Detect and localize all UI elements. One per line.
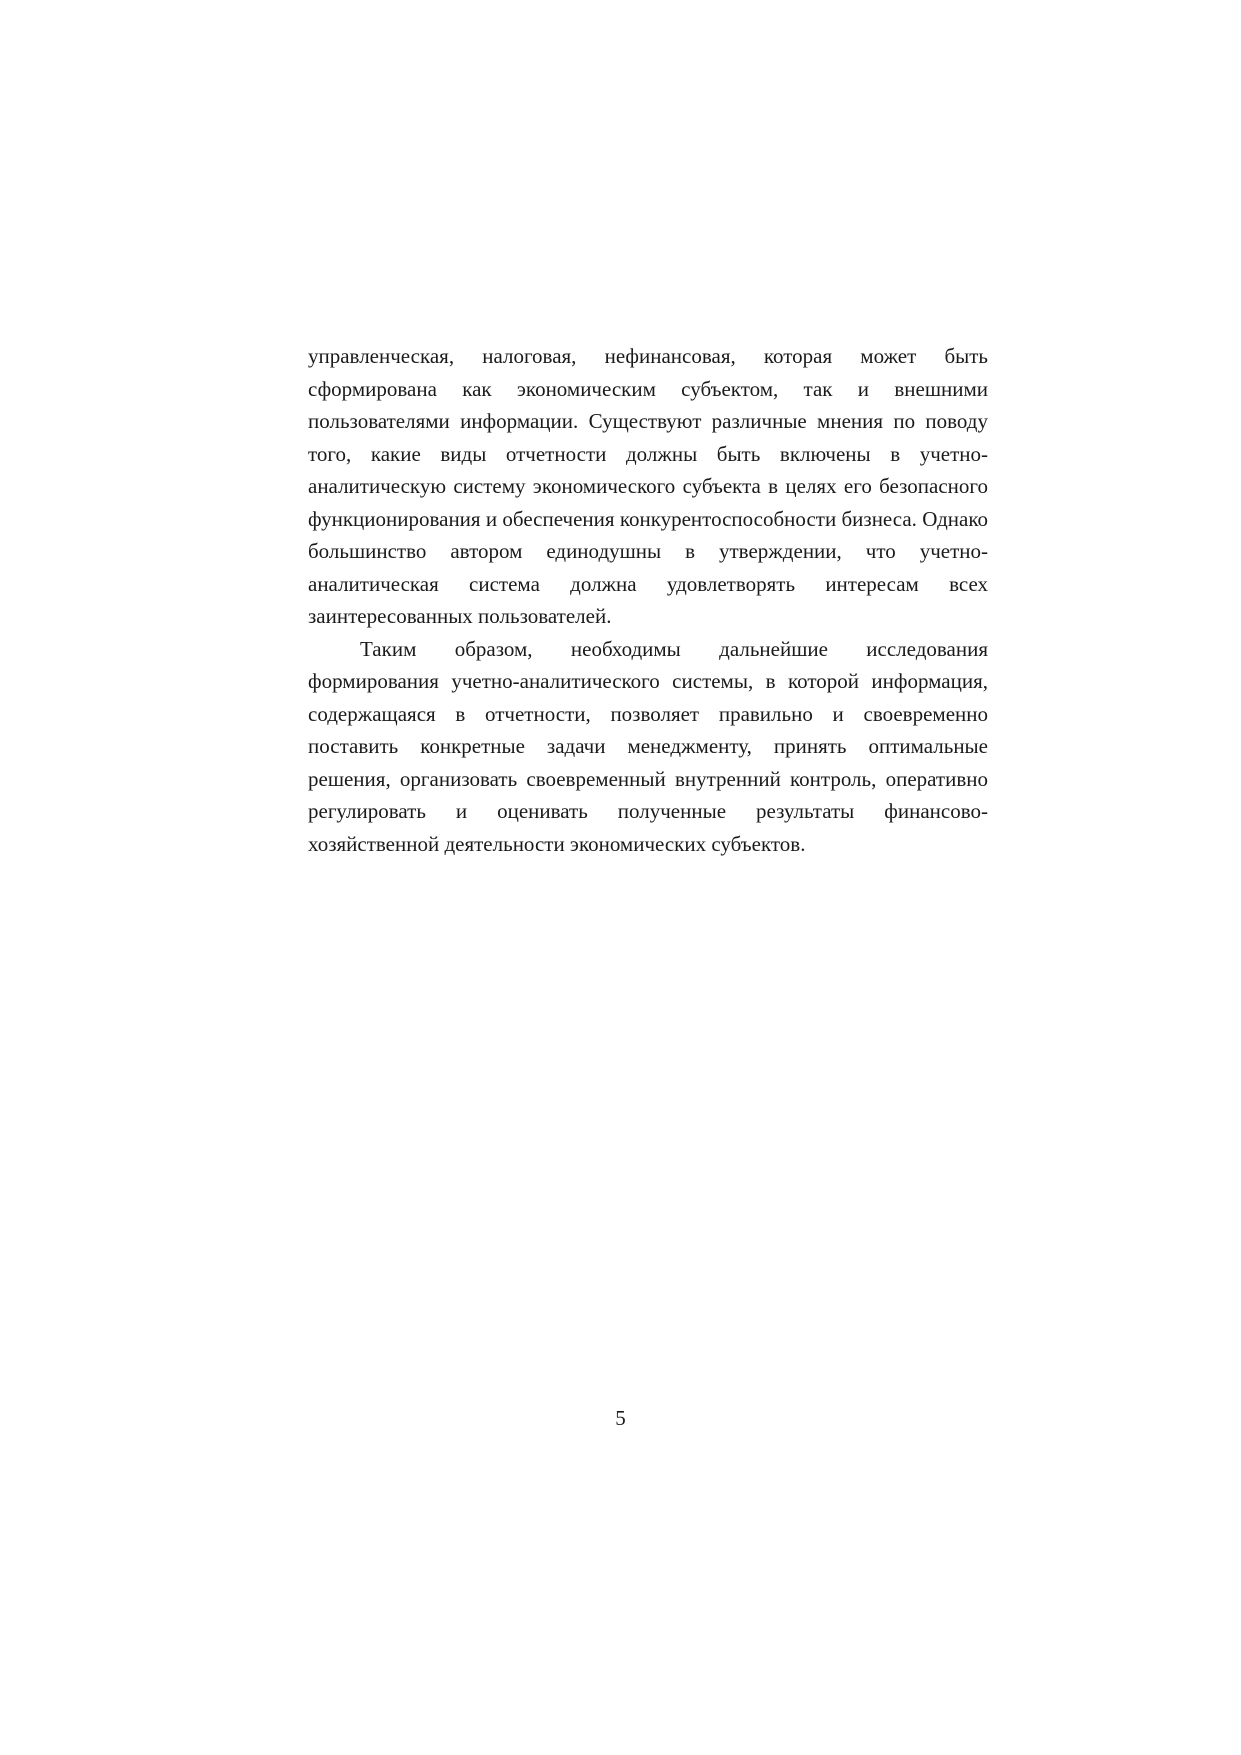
paragraph-conclusion: Таким образом, необходимы дальнейшие исследования формирования учетно-аналитического системы, в которой информация, содержащаяся в отчетности, позволяет правильно и своевременно поставить конкретные задачи менеджменту, принять оптимальные решения, организовать своевременный внутренний контроль, оперативно регулировать и оценивать полученные результаты финансово-хозяйственной деятельности экономических субъектов. <box>308 636 988 856</box>
body-text <box>308 340 988 860</box>
page-number: 5 <box>615 1406 626 1430</box>
paragraph-continuation: управленческая, налоговая, нефинансовая, которая может быть сформирована как экономическим субъектом, так и внешними пользователями информации. Существуют различные мнения по поводу того, какие виды отчетности должны быть включены в учетно-аналитическую систему экономического субъекта в целях его безопасного функционирования и обеспечения конкурентоспособности бизнеса. Однако большинство автором единодушны в утверждении, что учетно-аналитическая система должна удовлетворять интересам всех заинтересованных пользователей. <box>308 344 988 628</box>
